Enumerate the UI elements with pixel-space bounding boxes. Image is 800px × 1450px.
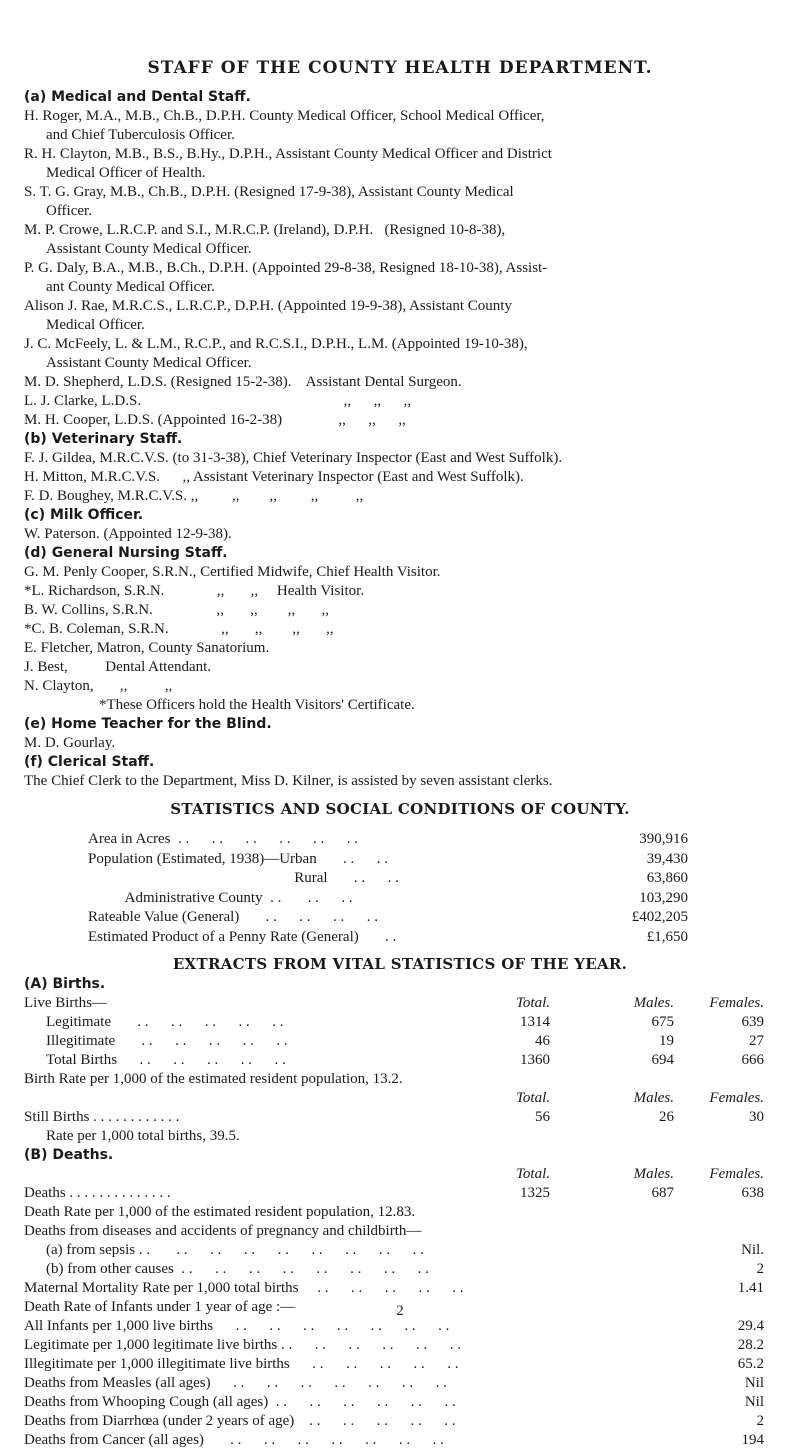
staff-entry: H. Roger, M.A., M.B., Ch.B., D.P.H. County Medical Officer, School Medical Officer,	[24, 108, 545, 124]
death-stat-label: Deaths from Diarrhœa (under 2 years of age) . . . . . . . . . .	[24, 1413, 456, 1429]
death-stat-label: (a) from sepsis . . . . . . . . . . . . . . . . . .	[46, 1242, 424, 1258]
death-stat-label: Deaths from Cancer (all ages) . . . . . . . . . . . . . .	[24, 1432, 444, 1448]
births-row-females: 27	[749, 1033, 764, 1049]
death-stat-label: Legitimate per 1,000 legitimate live births . . . . . . . . . . . .	[24, 1337, 462, 1353]
death-stat-value: Nil	[744, 1375, 764, 1391]
births-row-males: 675	[651, 1014, 674, 1030]
death-stat-label: (b) from other causes . . . . . . . . . . . . . . . .	[46, 1261, 429, 1277]
staff-section-heading: (c) Milk Officer.	[24, 507, 144, 523]
births-row-males: 694	[651, 1052, 674, 1068]
stats-value: 390,916	[639, 831, 688, 847]
staff-section-heading: (a) Medical and Dental Staff.	[24, 89, 251, 105]
still-males-header: Males.	[633, 1090, 674, 1106]
still-rate-text: Rate per 1,000 total births, 39.5.	[46, 1128, 240, 1144]
death-stat-row	[24, 1279, 784, 1298]
death-stat-value: 1.41	[737, 1280, 764, 1296]
stats-row	[88, 889, 688, 909]
staff-entry: M. H. Cooper, L.D.S. (Appointed 16-2-38) ,, ,, ,,	[24, 412, 406, 428]
death-stat-row	[24, 1241, 784, 1260]
staff-entry-continuation: Officer.	[46, 203, 92, 219]
birth-rate-text: Birth Rate per 1,000 of the estimated resident population, 13.2.	[24, 1071, 403, 1087]
death-stat-row	[24, 1355, 784, 1374]
births-row-label: Illegitimate . . . . . . . . . .	[46, 1033, 288, 1049]
stats-value: £1,650	[646, 928, 688, 945]
births-females-header: Females.	[709, 995, 764, 1011]
births-section	[24, 975, 784, 1450]
deaths-label: Deaths . . . . . . . . . . . . . .	[24, 1185, 171, 1201]
death-stat-label: Deaths from Measles (all ages) . . . . . . . . . . . . . .	[24, 1375, 447, 1391]
stats-label: Estimated Product of a Penny Rate (General) . .	[88, 928, 397, 945]
live-births-label: Live Births—	[24, 995, 107, 1011]
staff-entry: P. G. Daly, B.A., M.B., B.Ch., D.P.H. (Appointed 29-8-38, Resigned 18-10-38), Assist-	[24, 260, 548, 276]
death-stat-value: 2	[756, 1413, 764, 1429]
staff-section-heading: (b) Veterinary Staff.	[24, 431, 183, 447]
births-row-total: 1314	[520, 1014, 550, 1030]
death-stat-row	[24, 1374, 784, 1393]
deaths-females-header: Females.	[709, 1166, 764, 1182]
deaths-total: 1325	[520, 1185, 550, 1201]
staff-entry-continuation: ant County Medical Officer.	[46, 279, 215, 295]
births-row-females: 639	[741, 1014, 764, 1030]
death-stat-label: Illegitimate per 1,000 illegitimate live births . . . . . . . . . .	[24, 1356, 459, 1372]
staff-section-heading: (f) Clerical Staff.	[24, 754, 155, 770]
staff-entry: F. J. Gildea, M.R.C.V.S. (to 31-3-38), Chief Veterinary Inspector (East and West Suffolk).	[24, 450, 563, 466]
staff-entry-continuation: Medical Officer of Health.	[46, 165, 206, 181]
still-births-males: 26	[659, 1109, 674, 1125]
staff-entry: M. P. Crowe, L.R.C.P. and S.I., M.R.C.P. (Ireland), D.P.H. (Resigned 10-8-38),	[24, 222, 506, 238]
stats-row	[88, 908, 688, 928]
still-births-females: 30	[749, 1109, 764, 1125]
extracts-title: EXTRACTS FROM VITAL STATISTICS OF THE YEAR.	[172, 955, 628, 973]
staff-entry: F. D. Boughey, M.R.C.V.S. ,, ,, ,, ,, ,,	[24, 488, 364, 504]
staff-entry: *L. Richardson, S.R.N. ,, ,, Health Visitor.	[24, 583, 365, 599]
births-row-label: Legitimate . . . . . . . . . .	[46, 1014, 284, 1030]
death-stat-value: Nil.	[741, 1242, 764, 1258]
still-births-total: 56	[535, 1109, 550, 1125]
staff-entry: *These Officers hold the Health Visitors' Certificate.	[24, 697, 415, 713]
staff-entry: R. H. Clayton, M.B., B.S., B.Hy., D.P.H., Assistant County Medical Officer and District	[24, 146, 552, 162]
stats-row	[88, 830, 688, 850]
staff-list	[24, 88, 784, 791]
births-males-header: Males.	[633, 995, 674, 1011]
stats-table	[88, 830, 688, 947]
staff-entry-continuation: Medical Officer.	[46, 317, 145, 333]
stats-label: Rateable Value (General) . . . . . . . .	[88, 909, 379, 925]
stats-value: 63,860	[646, 870, 688, 886]
staff-entry: B. W. Collins, S.R.N. ,, ,, ,, ,,	[24, 602, 330, 618]
death-stat-value: Nil	[744, 1394, 764, 1410]
staff-entry: J. Best, Dental Attendant.	[24, 659, 212, 675]
death-rate-text: Death Rate per 1,000 of the estimated resident population, 12.83.	[24, 1204, 416, 1220]
births-row-males: 19	[659, 1033, 674, 1049]
births-row	[24, 1032, 784, 1051]
stats-title: STATISTICS AND SOCIAL CONDITIONS OF COUNTY.	[170, 800, 630, 818]
stats-label: Administrative County . . . . . .	[88, 889, 353, 906]
deaths-total-header: Total.	[515, 1166, 550, 1182]
staff-entry: G. M. Penly Cooper, S.R.N., Certified Midwife, Chief Health Visitor.	[24, 564, 441, 580]
deaths-males: 687	[651, 1185, 674, 1201]
death-pregnancy-text: Deaths from diseases and accidents of pregnancy and childbirth—	[24, 1223, 422, 1239]
births-row	[24, 1013, 784, 1032]
staff-entry: E. Fletcher, Matron, County Sanatorium.	[24, 640, 270, 656]
stats-row	[88, 869, 688, 889]
death-stat-value: 29.4	[737, 1318, 764, 1334]
staff-entry: J. C. McFeely, L. & L.M., R.C.P., and R.C.S.I., D.P.H., L.M. (Appointed 19-10-38),	[24, 336, 528, 352]
staff-entry: W. Paterson. (Appointed 12-9-38).	[24, 526, 232, 542]
deaths-males-header: Males.	[633, 1166, 674, 1182]
still-females-header: Females.	[709, 1090, 764, 1106]
deaths-heading: (B) Deaths.	[24, 1147, 114, 1163]
stats-row	[88, 850, 688, 870]
death-stat-value: 65.2	[737, 1356, 764, 1372]
still-total-header: Total.	[515, 1090, 550, 1106]
death-stat-row	[24, 1260, 784, 1279]
deaths-females: 638	[741, 1185, 764, 1201]
stats-row	[88, 928, 688, 948]
death-stat-row	[24, 1336, 784, 1355]
births-row	[24, 1051, 784, 1070]
births-row-total: 1360	[520, 1052, 550, 1068]
death-stat-value: 28.2	[737, 1337, 764, 1353]
death-stat-label: Maternal Mortality Rate per 1,000 total births . . . . . . . . . .	[24, 1280, 464, 1296]
staff-entry: M. D. Shepherd, L.D.S. (Resigned 15-2-38). Assistant Dental Surgeon.	[24, 374, 462, 390]
stats-value: 103,290	[639, 889, 688, 906]
stats-label: Rural . . . .	[88, 870, 399, 886]
death-stat-label: All Infants per 1,000 live births . . . . . . . . . . . . . .	[24, 1318, 450, 1334]
page-number: 2	[396, 1303, 404, 1319]
death-stat-label: Death Rate of Infants under 1 year of age :—	[24, 1299, 296, 1315]
births-heading: (A) Births.	[24, 976, 106, 992]
staff-entry: The Chief Clerk to the Department, Miss D. Kilner, is assisted by seven assistant clerks.	[24, 773, 553, 789]
death-stat-row	[24, 1431, 784, 1450]
death-stat-label: Deaths from Whooping Cough (all ages) . . . . . . . . . . . .	[24, 1394, 456, 1410]
staff-section-heading: (e) Home Teacher for the Blind.	[24, 716, 272, 732]
death-stat-row	[24, 1412, 784, 1431]
births-total-header: Total.	[515, 995, 550, 1011]
still-births-label: Still Births . . . . . . . . . . . .	[24, 1109, 180, 1125]
staff-entry: M. D. Gourlay.	[24, 735, 116, 751]
staff-entry: Alison J. Rae, M.R.C.S., L.R.C.P., D.P.H. (Appointed 19-9-38), Assistant County	[24, 298, 512, 314]
stats-value: 39,430	[646, 850, 688, 867]
births-row-females: 666	[741, 1052, 764, 1068]
births-row-total: 46	[535, 1033, 550, 1049]
staff-entry-continuation: Assistant County Medical Officer.	[46, 241, 252, 257]
staff-entry: L. J. Clarke, L.D.S. ,, ,, ,,	[24, 393, 412, 409]
staff-entry: *C. B. Coleman, S.R.N. ,, ,, ,, ,,	[24, 621, 334, 637]
stats-label: Population (Estimated, 1938)—Urban . . . .	[88, 850, 388, 867]
page-title: STAFF OF THE COUNTY HEALTH DEPARTMENT.	[147, 58, 653, 78]
stats-label: Area in Acres . . . . . . . . . . . .	[88, 831, 358, 847]
staff-entry-continuation: Assistant County Medical Officer.	[46, 355, 252, 371]
death-stat-value: 194	[741, 1432, 764, 1448]
births-row-label: Total Births . . . . . . . . . .	[46, 1052, 286, 1068]
death-stat-row	[24, 1393, 784, 1412]
staff-entry-continuation: and Chief Tuberculosis Officer.	[46, 127, 235, 143]
death-stat-value: 2	[756, 1261, 764, 1277]
staff-entry: N. Clayton, ,, ,,	[24, 678, 173, 694]
staff-entry: S. T. G. Gray, M.B., Ch.B., D.P.H. (Resigned 17-9-38), Assistant County Medical	[24, 184, 514, 200]
staff-section-heading: (d) General Nursing Staff.	[24, 545, 228, 561]
staff-entry: H. Mitton, M.R.C.V.S. ,, Assistant Veterinary Inspector (East and West Suffolk).	[24, 469, 524, 485]
stats-value: £402,205	[631, 909, 688, 925]
